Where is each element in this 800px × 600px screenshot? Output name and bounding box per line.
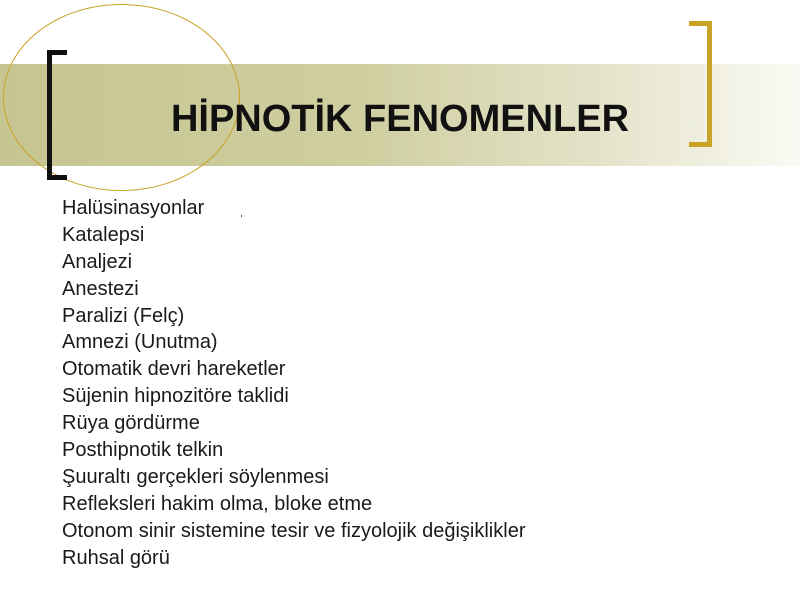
list-item: Posthipnotik telkin — [62, 439, 224, 462]
bullet-list — [62, 195, 525, 571]
list-item: Otonom sinir sistemine tesir ve fizyolojik değişiklikler — [62, 519, 526, 542]
list-item: Rüya gördürme — [62, 412, 200, 435]
list-item: Katalepsi — [62, 223, 145, 246]
list-item: Paralizi (Felç) — [62, 304, 185, 327]
list-item: Amnezi (Unutma) — [62, 331, 218, 354]
list-item: Halüsinasyonlar — [62, 197, 205, 219]
slide-title: HİPNOTİK FENOMENLER — [170, 98, 630, 140]
list-item: Şuuraltı gerçekleri söylenmesi — [62, 465, 329, 488]
list-item: Ruhsal görü — [62, 546, 170, 569]
list-item: Anestezi — [62, 277, 139, 300]
list-item: Otomatik devri hareketler — [62, 358, 286, 381]
list-item: Refleksleri hakim olma, bloke etme — [62, 492, 373, 515]
list-item: Analjezi — [62, 250, 133, 273]
list-item: Süjenin hipnozitöre taklidi — [62, 385, 289, 408]
